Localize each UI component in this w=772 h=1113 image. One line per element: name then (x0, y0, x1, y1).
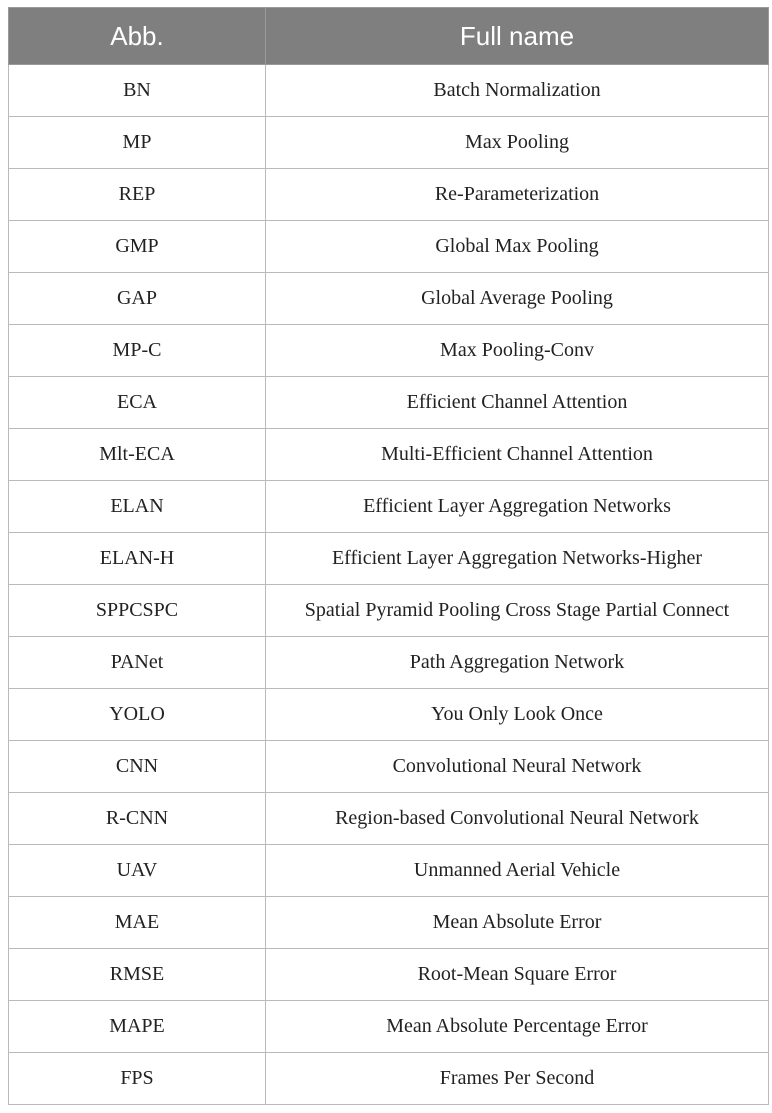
abbreviation-cell: CNN (9, 741, 266, 793)
abbreviation-table-container (8, 7, 768, 1105)
table-row (9, 481, 769, 533)
abbreviation-cell: BN (9, 65, 266, 117)
table-row (9, 1001, 769, 1053)
header-full-name: Full name (266, 8, 769, 65)
table-row (9, 637, 769, 689)
full-name-cell: Batch Normalization (266, 65, 769, 117)
table-row (9, 221, 769, 273)
full-name-cell: Root-Mean Square Error (266, 949, 769, 1001)
full-name-cell: Mean Absolute Percentage Error (266, 1001, 769, 1053)
table-row (9, 741, 769, 793)
full-name-cell: Efficient Layer Aggregation Networks-Higher (266, 533, 769, 585)
table-row (9, 273, 769, 325)
abbreviation-cell: PANet (9, 637, 266, 689)
abbreviation-cell: FPS (9, 1053, 266, 1105)
full-name-cell: Efficient Layer Aggregation Networks (266, 481, 769, 533)
abbreviation-cell: UAV (9, 845, 266, 897)
table-row (9, 169, 769, 221)
full-name-cell: Mean Absolute Error (266, 897, 769, 949)
table-row (9, 65, 769, 117)
abbreviation-cell: ELAN (9, 481, 266, 533)
full-name-cell: You Only Look Once (266, 689, 769, 741)
abbreviation-cell: Mlt-ECA (9, 429, 266, 481)
full-name-cell: Unmanned Aerial Vehicle (266, 845, 769, 897)
abbreviation-cell: ELAN-H (9, 533, 266, 585)
full-name-cell: Global Max Pooling (266, 221, 769, 273)
abbreviation-cell: MP-C (9, 325, 266, 377)
abbreviation-cell: MAE (9, 897, 266, 949)
table-body (9, 65, 769, 1105)
full-name-cell: Re-Parameterization (266, 169, 769, 221)
abbreviation-table (8, 7, 769, 1105)
abbreviation-cell: GAP (9, 273, 266, 325)
abbreviation-cell: REP (9, 169, 266, 221)
full-name-cell: Max Pooling-Conv (266, 325, 769, 377)
table-row (9, 429, 769, 481)
abbreviation-cell: MAPE (9, 1001, 266, 1053)
table-row (9, 325, 769, 377)
full-name-cell: Max Pooling (266, 117, 769, 169)
abbreviation-cell: GMP (9, 221, 266, 273)
table-row (9, 793, 769, 845)
table-row (9, 845, 769, 897)
header-row (9, 8, 769, 65)
abbreviation-cell: MP (9, 117, 266, 169)
table-row (9, 585, 769, 637)
abbreviation-cell: ECA (9, 377, 266, 429)
abbreviation-cell: SPPCSPC (9, 585, 266, 637)
full-name-cell: Multi-Efficient Channel Attention (266, 429, 769, 481)
table-row (9, 897, 769, 949)
table-row (9, 949, 769, 1001)
full-name-cell: Spatial Pyramid Pooling Cross Stage Partial Connect (266, 585, 769, 637)
abbreviation-cell: R-CNN (9, 793, 266, 845)
abbreviation-cell: RMSE (9, 949, 266, 1001)
table-header (9, 8, 769, 65)
table-row (9, 689, 769, 741)
table-row (9, 533, 769, 585)
header-abbreviation: Abb. (9, 8, 266, 65)
full-name-cell: Frames Per Second (266, 1053, 769, 1105)
table-row (9, 1053, 769, 1105)
abbreviation-cell: YOLO (9, 689, 266, 741)
full-name-cell: Convolutional Neural Network (266, 741, 769, 793)
full-name-cell: Efficient Channel Attention (266, 377, 769, 429)
full-name-cell: Region-based Convolutional Neural Network (266, 793, 769, 845)
full-name-cell: Path Aggregation Network (266, 637, 769, 689)
table-row (9, 117, 769, 169)
table-row (9, 377, 769, 429)
full-name-cell: Global Average Pooling (266, 273, 769, 325)
